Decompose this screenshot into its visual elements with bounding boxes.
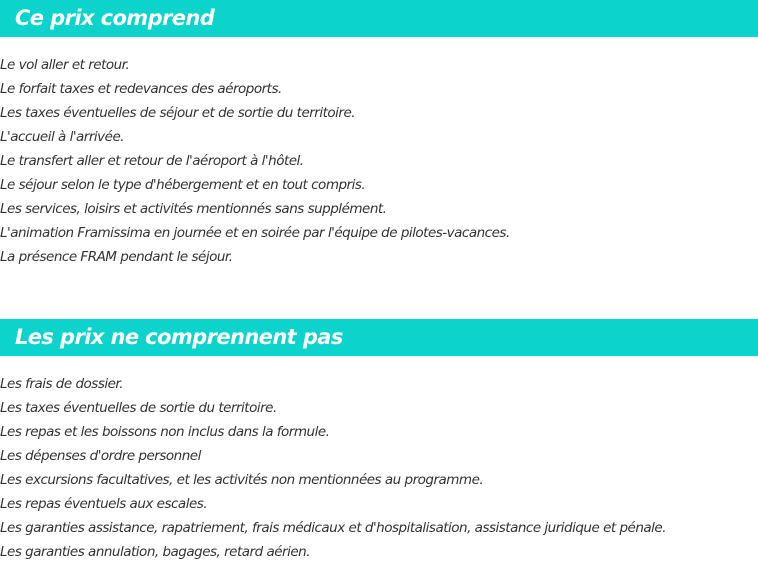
included-item: Les services, loisirs et activités mentionnés sans supplément. [0, 201, 387, 217]
excluded-item: Les garanties assistance, rapatriement, frais médicaux et d'hospitalisation, assistance juridique et pénale. [0, 520, 667, 536]
included-list [0, 53, 758, 269]
included-item: Le vol aller et retour. [0, 57, 130, 73]
excluded-banner [0, 319, 758, 356]
excluded-section [0, 319, 758, 564]
included-title: Ce prix comprend [15, 6, 215, 30]
included-item: Le séjour selon le type d'hébergement et en tout compris. [0, 177, 366, 193]
excluded-item: Les excursions facultatives, et les activités non mentionnées au programme. [0, 472, 484, 488]
included-section [0, 0, 758, 269]
excluded-item: Les garanties annulation, bagages, retard aérien. [0, 544, 310, 560]
included-item: Le transfert aller et retour de l'aéroport à l'hôtel. [0, 153, 304, 169]
excluded-item: Les repas et les boissons non inclus dans la formule. [0, 424, 330, 440]
included-item: L'animation Framissima en journée et en soirée par l'équipe de pilotes-vacances. [0, 225, 510, 241]
excluded-item: Les taxes éventuelles de sortie du territoire. [0, 400, 277, 416]
included-item: L'accueil à l'arrivée. [0, 129, 125, 145]
included-banner [0, 0, 758, 37]
included-item: Le forfait taxes et redevances des aéroports. [0, 81, 282, 97]
included-item: La présence FRAM pendant le séjour. [0, 249, 233, 265]
included-item: Les taxes éventuelles de séjour et de sortie du territoire. [0, 105, 356, 121]
excluded-list [0, 372, 758, 564]
excluded-title: Les prix ne comprennent pas [15, 325, 343, 349]
excluded-item: Les dépenses d'ordre personnel [0, 448, 201, 464]
excluded-item: Les repas éventuels aux escales. [0, 496, 208, 512]
excluded-item: Les frais de dossier. [0, 376, 124, 392]
